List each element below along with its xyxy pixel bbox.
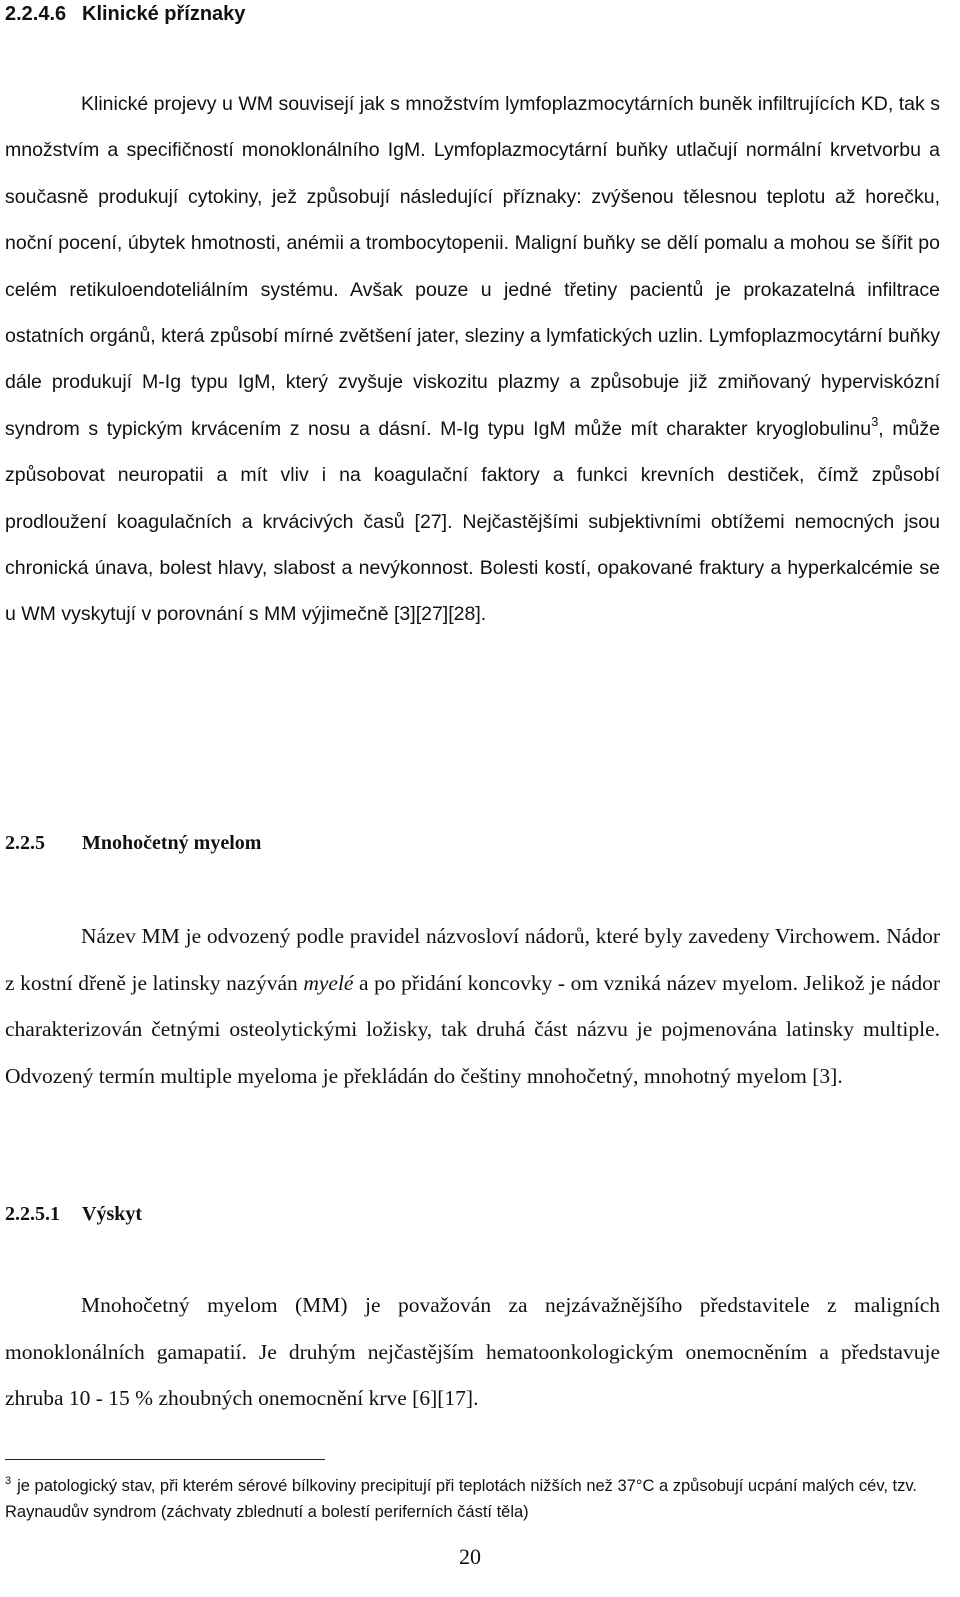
footnote-text: je patologický stav, při kterém sérové bílkoviny precipitují při teplotách nižších než 37°C a způsobují ucpání malých cév, tzv. Raynaudův syndrom (záchvaty zblednutí a bolestí periferních částí těla) — [5, 1477, 917, 1521]
section-heading-klinicke-priznaky — [5, 2, 245, 26]
section-number: 2.2.5.1 — [5, 1203, 60, 1225]
section-title: Klinické příznaky — [82, 3, 246, 25]
footnote — [5, 1473, 935, 1525]
section-number: 2.2.4.6 — [5, 3, 67, 25]
footnote-separator — [5, 1459, 325, 1460]
section-title: Výskyt — [82, 1203, 143, 1225]
paragraph-klinicke-priznaky — [5, 81, 940, 638]
paragraph-text: a po přidání koncovky - om vzniká název myelom. Jelikož je nádor charakterizován četnými osteolytickými ložisky, tak druhá část názvu je pojmenována latinsky multiple. Odvozený termín multiple myeloma je překládán do češtiny mnohočetný, mnohotný myelom [3]. — [5, 970, 941, 1088]
paragraph-italic-term: myelé — [303, 970, 354, 995]
page-number: 20 — [459, 1544, 481, 1569]
paragraph-text: Klinické projevy u WM souvisejí jak s množstvím lymfoplazmocytárních buněk infiltrujících KD, tak s množstvím a specifičností monoklonálního IgM. Lymfoplazmocytární buňky utlačují normální krvetvorbu a současně produkují cytokiny, jež způsobují následující příznaky: zvýšenou tělesnou teplotu až horečku, noční pocení, úbytek hmotnosti, anémii a trombocytopenii. Maligní buňky se dělí pomalu a mohou se šířit po celém retikuloendoteliálním systému. Avšak pouze u jedné třetiny pacientů je prokazatelná infiltrace ostatních orgánů, která způsobí mírné zvětšení jater, sleziny a lymfatických uzlin. Lymfoplazmocytární buňky dále produkují M-Ig typu IgM, který zvyšuje viskozitu plazmy a způsobuje již zmiňovaný hyperviskózní syndrom s typickým krvácením z nosu a dásní. M-Ig typu IgM může mít charakter kryoglobulinu — [5, 93, 940, 440]
paragraph-text: , může způsobovat neuropatii a mít vliv i na koagulační faktory a funkci krevních destiček, čímž způsobí prodloužení koagulačních a krvácivých časů [27]. Nejčastějšími subjektivními obtížemi nemocných jsou chronická únava, bolest hlavy, slabost a nevýkonnost. Bolesti kostí, opakované fraktury a hyperkalcémie se u WM vyskytují v porovnání s MM výjimečně [3][27][28]. — [5, 417, 941, 626]
paragraph-text: Název MM je odvozený podle pravidel názvosloví nádorů, které byly zavedeny Virchowem. Nádor z kostní dřeně je latinsky nazýván — [5, 924, 940, 995]
paragraph-vyskyt: Mnohočetný myelom (MM) je považován za nejzávažnějšího představitele z maligních monoklonálních gamapatií. Je druhým nejčastějším hematoonkologickým onemocněním a představuje zhruba 10 - 15 % zhoubných onemocnění krve [6][17]. — [5, 1293, 940, 1410]
footnote-reference: 3 — [871, 413, 879, 429]
section-heading-vyskyt — [5, 1202, 142, 1226]
footnote-mark: 3 — [5, 1475, 12, 1487]
paragraph-mnohocetny-myelom — [5, 913, 940, 1099]
section-title: Mnohočetný myelom — [82, 832, 262, 854]
section-heading-mnohocetny-myelom — [5, 831, 261, 855]
section-number: 2.2.5 — [5, 832, 45, 854]
